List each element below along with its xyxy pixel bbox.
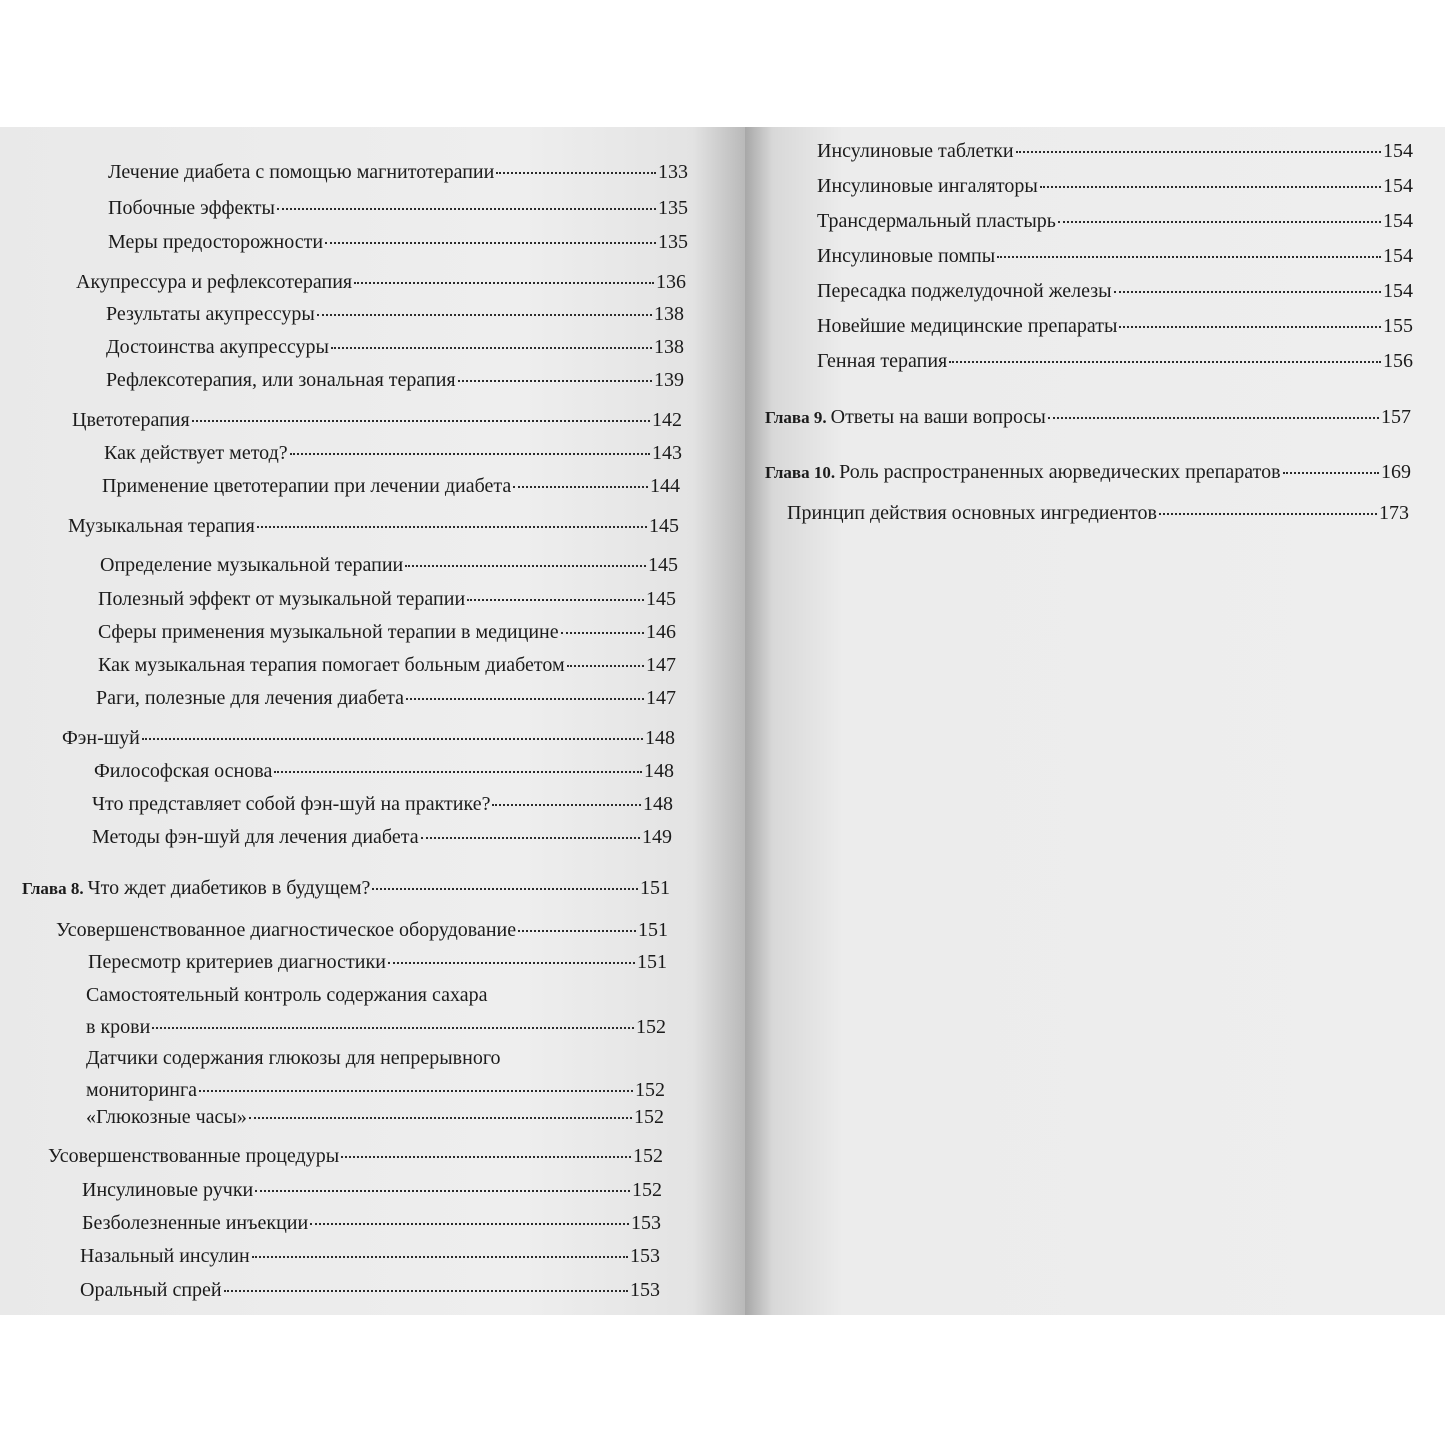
toc-entry [106,335,684,359]
toc-page-number: 169 [1381,461,1411,483]
leader-dots [199,1090,633,1092]
toc-page-number: 144 [650,475,680,497]
toc-entry [88,950,667,974]
toc-entry-label: Усовершенствованные процедуры [48,1145,340,1167]
toc-entry [96,686,676,710]
leader-dots [496,172,656,174]
toc-page-number: 156 [1383,350,1413,372]
toc-entry-label: Цветотерапия [72,409,190,431]
toc-entry-label: Как действует метод? [104,442,288,464]
toc-entry-label: Безболезненные инъекции [82,1212,309,1234]
toc-entry-label: Применение цветотерапии при лечении диабета [102,475,512,497]
toc-entry [72,408,682,432]
toc-entry-label: Инсулиновые помпы [817,245,996,267]
leader-dots [1119,326,1381,328]
leader-dots [458,380,652,382]
toc-chapter-entry [765,460,1411,485]
toc-page-number: 147 [646,654,676,676]
toc-entry [108,160,688,184]
leader-dots [277,208,656,210]
toc-entry [98,620,676,644]
toc-page-number: 138 [654,303,684,325]
toc-page-number: 152 [634,1106,664,1128]
toc-page-number: 139 [654,369,684,391]
toc-entry-label: Оральный спрей [80,1279,222,1301]
toc-page-number: 153 [630,1279,660,1301]
toc-entry [68,514,679,538]
toc-page-number: 145 [648,554,678,576]
toc-page-number: 136 [656,271,686,293]
toc-page-number: 154 [1383,175,1413,197]
toc-entry-label: Музыкальная терапия [68,515,255,537]
toc-entry [98,653,676,677]
toc-entry [104,441,682,465]
toc-page-number: 143 [652,442,682,464]
leader-dots [152,1027,634,1029]
toc-page-number: 135 [658,231,688,253]
toc-entry-label: Пересмотр критериев диагностики [88,951,386,973]
toc-page-number: 173 [1379,502,1409,524]
toc-page-number: 135 [658,197,688,219]
toc-entry-label: Ответы на ваши вопросы [830,406,1046,428]
toc-entry [817,209,1413,233]
toc-page-number: 154 [1383,245,1413,267]
chapter-number: Глава 9. [765,408,827,427]
toc-entry [100,553,678,577]
leader-dots [224,1290,628,1292]
toc-entry [80,1278,660,1302]
leader-dots [249,1117,632,1119]
toc-entry [817,349,1413,373]
toc-entry [92,792,673,816]
leader-dots [290,453,650,455]
leader-dots [1016,151,1381,153]
toc-entry [817,244,1413,268]
toc-page-number: 142 [652,409,682,431]
toc-entry-label: Пересадка поджелудочной железы [817,280,1112,302]
leader-dots [492,804,641,806]
leader-dots [1114,291,1381,293]
toc-entry [92,825,672,849]
leader-dots [192,420,650,422]
toc-entry [817,314,1413,338]
toc-entry [108,196,688,220]
toc-entry-label: Что представляет собой фэн-шуй на практике? [92,793,491,815]
toc-page-number: 154 [1383,280,1413,302]
toc-entry-label: Раги, полезные для лечения диабета [96,687,405,709]
leader-dots [331,347,652,349]
leader-dots [255,1190,630,1192]
toc-page-number: 145 [649,515,679,537]
toc-entry-label: Рефлексотерапия, или зональная терапия [106,369,456,391]
toc-entry-label: Как музыкальная терапия помогает больным диабетом [98,654,565,676]
leader-dots [317,314,652,316]
toc-entry-label: Инсулиновые ингаляторы [817,175,1038,197]
toc-entry [817,174,1413,198]
toc-entry-label: Философская основа [94,760,273,782]
toc-entry-label: Методы фэн-шуй для лечения диабета [92,826,419,848]
right-page [745,127,1445,1315]
leader-dots [1159,513,1377,515]
toc-entry-label: Определение музыкальной терапии [100,554,404,576]
leader-dots [467,599,644,601]
leader-dots [354,282,654,284]
toc-entry [94,759,674,783]
toc-entry-label: Самостоятельный контроль содержания сахара [86,984,488,1006]
leader-dots [997,256,1381,258]
leader-dots [1283,472,1379,474]
toc-page-number: 147 [646,687,676,709]
toc-entry-label: Акупрессура и рефлексотерапия [76,271,353,293]
leader-dots [252,1256,628,1258]
toc-entry-label: Новейшие медицинские препараты [817,315,1118,337]
toc-page-number: 155 [1383,315,1413,337]
toc-page-number: 146 [646,621,676,643]
toc-entry-label-continued: мониторинга [86,1079,198,1101]
toc-page-number: 152 [636,1016,666,1038]
leader-dots [518,930,636,932]
chapter-number: Глава 10. [765,463,836,482]
toc-entry-label: Достоинства акупрессуры [106,336,329,358]
leader-dots [142,738,643,740]
toc-page-number: 154 [1383,210,1413,232]
toc-page-number: 148 [643,793,673,815]
toc-entry-label: Назальный инсулин [80,1245,250,1267]
toc-page-number: 151 [637,951,667,973]
toc-entry [82,1178,662,1202]
chapter-number: Глава 8. [22,879,84,898]
toc-page-number: 157 [1381,406,1411,428]
toc-entry [62,726,675,750]
toc-entry-label: Роль распространенных аюрведических препаратов [839,461,1281,483]
leader-dots [388,962,635,964]
toc-entry-label: Фэн-шуй [62,727,140,749]
toc-entry-label: Генная терапия [817,350,948,372]
toc-page-number: 153 [631,1212,661,1234]
toc-entry-label: Меры предосторожности [108,231,324,253]
toc-entry [108,230,688,254]
leader-dots [406,698,644,700]
toc-page-number: 138 [654,336,684,358]
toc-chapter-entry [765,405,1411,430]
leader-dots [310,1223,629,1225]
toc-entry-label: «Глюкозные часы» [86,1106,247,1128]
toc-page-number: 151 [638,919,668,941]
toc-page-number: 151 [640,877,670,899]
toc-page-number: 152 [633,1145,663,1167]
toc-entry-label: Побочные эффекты [108,197,275,219]
toc-page-number: 152 [635,1079,665,1101]
toc-entry-label-continued: в крови [86,1016,151,1038]
toc-entry-label: Полезный эффект от музыкальной терапии [98,588,466,610]
toc-entry [106,368,684,392]
leader-dots [1040,186,1381,188]
toc-chapter-entry [22,876,670,901]
leader-dots [421,837,640,839]
leader-dots [561,632,644,634]
leader-dots [1048,417,1379,419]
toc-page-number: 154 [1383,140,1413,162]
toc-entry [76,270,686,294]
toc-entry-label: Датчики содержания глюкозы для непрерывного [86,1047,501,1069]
toc-page-number: 153 [630,1245,660,1267]
left-page [0,127,745,1315]
toc-entry-label: Сферы применения музыкальной терапии в медицине [98,621,559,643]
toc-entry-label: Результаты акупрессуры [106,303,315,325]
toc-entry-label: Трансдермальный пластырь [817,210,1056,232]
leader-dots [949,361,1381,363]
leader-dots [325,242,656,244]
leader-dots [567,665,644,667]
leader-dots [341,1156,631,1158]
toc-entry [80,1244,660,1268]
toc-page-number: 145 [646,588,676,610]
toc-entry [106,302,684,326]
toc-entry [787,501,1409,525]
toc-entry [48,1144,663,1168]
book-spread [0,127,1445,1315]
leader-dots [405,565,646,567]
toc-entry-label: Инсулиновые таблетки [817,140,1014,162]
toc-entry [817,279,1413,303]
toc-entry [98,587,676,611]
toc-page-number: 133 [658,161,688,183]
toc-entry-label: Инсулиновые ручки [82,1179,254,1201]
toc-entry [102,474,680,498]
toc-entry [82,1211,661,1235]
toc-page-number: 148 [644,760,674,782]
leader-dots [513,486,648,488]
toc-entry-label: Лечение диабета с помощью магнитотерапии [108,161,495,183]
toc-entry [86,1105,664,1129]
toc-entry [56,918,668,942]
toc-entry-label: Усовершенствованное диагностическое оборудование [56,919,517,941]
toc-entry [86,1046,665,1102]
leader-dots [257,526,647,528]
toc-entry [817,139,1413,163]
toc-page-number: 148 [645,727,675,749]
leader-dots [372,888,638,890]
leader-dots [274,771,642,773]
toc-entry-label: Что ждет диабетиков в будущем? [87,877,371,899]
toc-page-number: 149 [642,826,672,848]
toc-entry [86,983,666,1039]
toc-page-number: 152 [632,1179,662,1201]
leader-dots [1058,221,1381,223]
toc-entry-label: Принцип действия основных ингредиентов [787,502,1157,524]
